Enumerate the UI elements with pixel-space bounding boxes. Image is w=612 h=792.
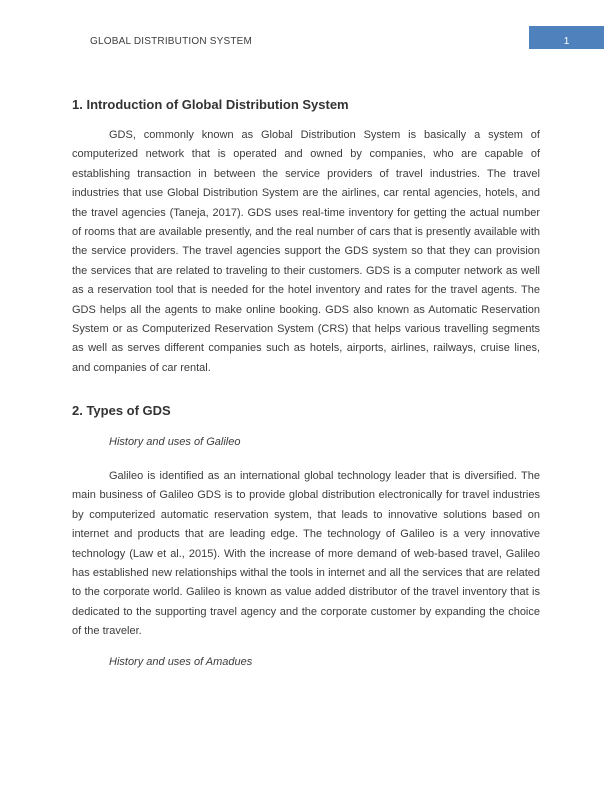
page-number: 1 bbox=[563, 36, 570, 47]
section-1-paragraph: GDS, commonly known as Global Distribution System is basically a system of computerized network that is operated and owned by companies, who are capable of establishing transaction in between the service providers of travel industries. The travel industries that use Global Distribution System are the airlines, car rental agencies, hotels, and the travel agencies (Taneja, 2017). GDS uses real-time inventory for getting the actual number of rooms that are available presently, and the real number of cars that is presently available with the service providers. The travel agencies support the GDS system so that they can provision the services that are related to traveling to their customers. GDS is a computer network as well as a reservation tool that is needed for the hotel inventory and rates for the travel agents. The GDS helps all the agents to make online booking. GDS also known as Automatic Reservation System or as Computerized Reservation System (CRS) that helps various travelling segments as well as serves different companies such as hotels, airports, airlines, railways, cruise lines, and companies of car rental. bbox=[72, 129, 540, 374]
section-2-heading: 2. Types of GDS bbox=[72, 403, 171, 418]
paragraph-galileo: Galileo is identified as an international global technology leader that is diversified. The main business of Galileo GDS is to provide global distribution electronically for travel industries by computerized automatic reservation system, that leads to innovative solutions based on internet and products that are leading edge. The technology of Galileo is a very innovative technology (Law et al., 2015). With the increase of more demand of web-based travel, Galileo has established new relationships withal the tools in internet and all the services that are related to the corporate world. Galileo is known as value added distributor of the travel inventory that is dedicated to the supporting travel agency and the corporate customer by expanding the choice of the traveler. bbox=[72, 470, 540, 638]
subheading-amadues: History and uses of Amadues bbox=[109, 656, 253, 668]
section-1-heading: 1. Introduction of Global Distribution System bbox=[72, 97, 349, 112]
subheading-galileo: History and uses of Galileo bbox=[109, 436, 241, 448]
page-number-badge bbox=[529, 26, 604, 49]
header-title: GLOBAL DISTRIBUTION SYSTEM bbox=[90, 36, 253, 47]
